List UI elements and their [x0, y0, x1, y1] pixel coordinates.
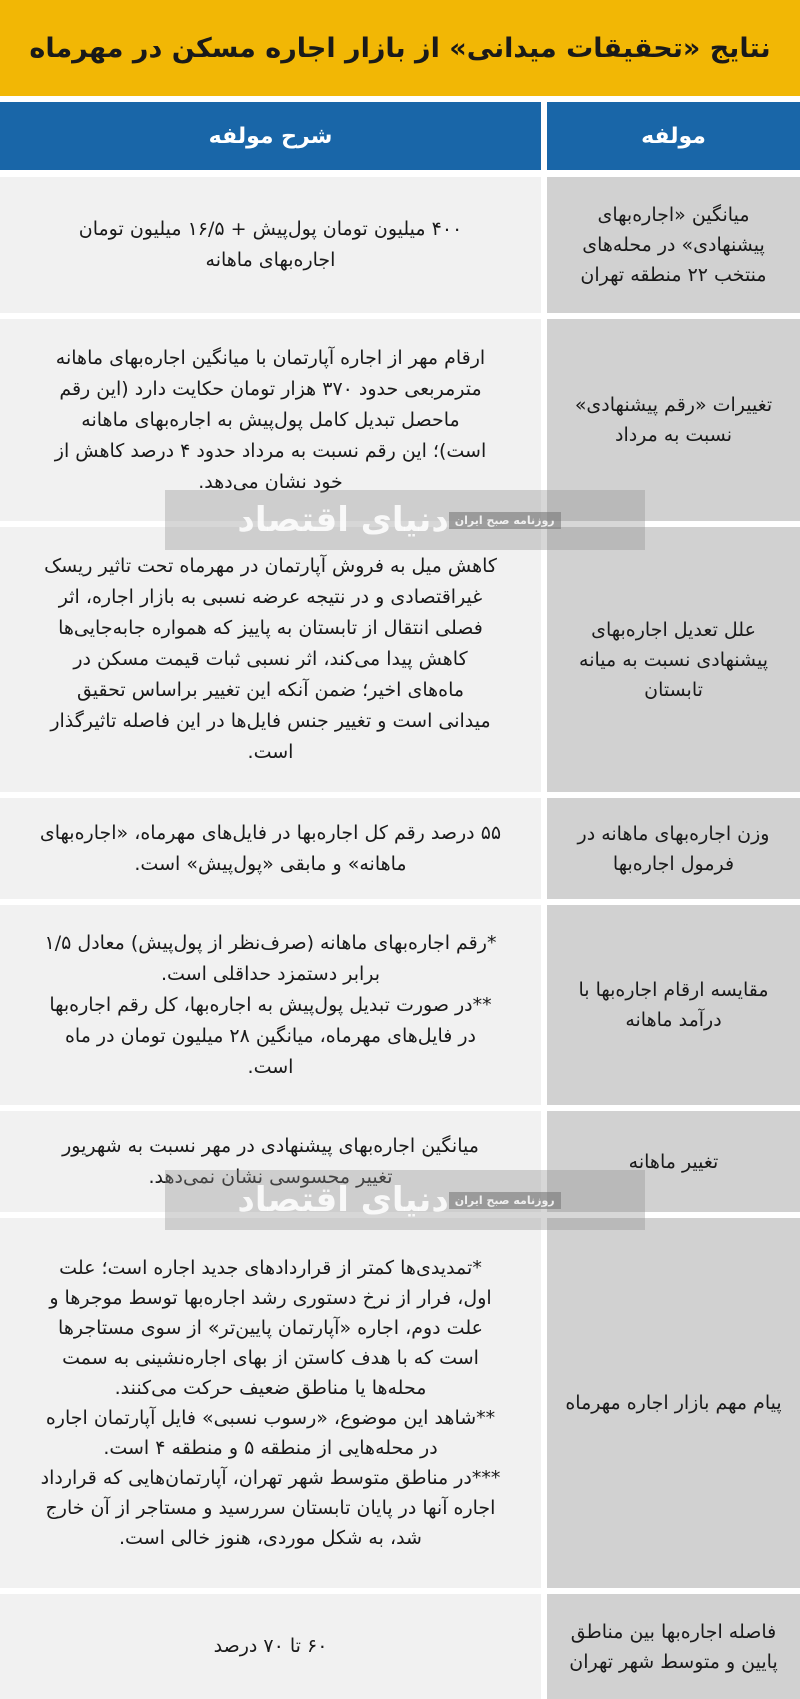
text-line: کاهش میل به فروش آپارتمان در مهرماه تحت تاثیر ریسک	[44, 555, 497, 577]
text-line: شد، به شکل موردی، هنوز خالی است.	[119, 1527, 422, 1549]
text-line: علل تعدیل اجاره‌بهای	[591, 618, 756, 641]
text-line: در فایل‌های مهرماه، میانگین ۲۸ میلیون تومان در ماه	[64, 1024, 477, 1047]
text-line: اول، فرار از نرخ دستوری رشد اجاره‌بها توسط موجرها و	[49, 1287, 492, 1309]
text-line: ماهانه» و مابقی «پول‌پیش» است.	[134, 852, 407, 875]
text-line: فصلی انتقال از تابستان به پاییز که همواره جابه‌جایی‌ها	[58, 617, 483, 639]
watermark-text: دنیای اقتصاد	[237, 500, 449, 540]
text-line: پیام مهم بازار اجاره مهرماه	[565, 1392, 782, 1414]
text-line: میانگین اجاره‌بهای پیشنهادی در مهر نسبت به شهریور	[62, 1134, 479, 1157]
watermark-text: دنیای اقتصاد	[237, 1180, 449, 1220]
table-header	[0, 102, 800, 170]
text-line: ۶۰ تا ۷۰ درصد	[213, 1635, 328, 1657]
row-desc	[0, 1111, 541, 1212]
text-line: نسبت به مرداد	[614, 424, 733, 446]
row-param	[547, 1218, 800, 1588]
table-row	[0, 798, 800, 899]
text-line: **در صورت تبدیل پول‌پیش به اجاره‌بها، کل رقم اجاره‌بها	[49, 993, 492, 1016]
text-line: پایین و متوسط شهر تهران	[569, 1650, 778, 1673]
text-line: *تمدیدی‌ها کمتر از قراردادهای جدید اجاره است؛ علت	[59, 1257, 482, 1279]
row-desc	[0, 527, 541, 792]
watermark-subtext: روزنامه صبح ایران	[449, 512, 561, 529]
text-line: **شاهد این موضوع، «رسوب نسبی» فایل آپارتمان اجاره	[45, 1407, 496, 1429]
page-title-bar	[0, 0, 800, 96]
text-line: اجاره آنها در پایان تابستان سررسید و مستاجر از آن خارج	[45, 1497, 496, 1519]
text-line: تغییرات «رقم پیشنهادی»	[574, 394, 773, 416]
text-line: مترمربعی حدود ۳۷۰ هزار تومان حکایت دارد (این رقم	[59, 377, 482, 400]
text-line: تغییر ماهانه	[628, 1150, 719, 1173]
text-line: وزن اجاره‌بهای ماهانه در	[577, 822, 770, 845]
text-line: ۵۵ درصد رقم کل اجاره‌بها در فایل‌های مهرماه، «اجاره‌بهای	[39, 821, 502, 844]
watermark-subtext: روزنامه صبح ایران	[449, 1192, 561, 1209]
text-line: است که با هدف کاستن از بهای اجاره‌نشینی به سمت	[62, 1347, 479, 1369]
row-param	[547, 177, 800, 313]
text-line: کاهش پیدا می‌کند، اثر نسبی ثبات قیمت مسکن در	[73, 648, 468, 670]
text-line: منتخب ۲۲ منطقه تهران	[580, 264, 767, 286]
text-line: در محله‌هایی از منطقه ۵ و منطقه ۴ است.	[103, 1437, 438, 1459]
row-param	[547, 798, 800, 899]
text-line: فاصله اجاره‌بها بین مناطق	[570, 1620, 777, 1643]
table-row	[0, 1594, 800, 1699]
text-line: تابستان	[644, 678, 703, 701]
text-line: پیشنهادی» در محله‌های	[582, 234, 765, 256]
text-line: است.	[247, 741, 294, 763]
row-desc	[0, 1218, 541, 1588]
text-line: محله‌ها یا مناطق ضعیف حرکت می‌کنند.	[114, 1377, 427, 1399]
text-line: فرمول اجاره‌بها	[612, 852, 735, 875]
text-line: غیراقتصادی و در نتیجه عرضه نسبی به بازار اجاره، اثر	[58, 586, 483, 608]
text-line: ارقام مهر از اجاره آپارتمان با میانگین اجاره‌بهای ماهانه	[55, 346, 486, 369]
text-line: است)؛ این رقم نسبت به مرداد حدود ۴ درصد کاهش از	[54, 439, 487, 462]
text-line: ماحصل تبدیل کامل پول‌پیش به اجاره‌بهای ماهانه	[81, 408, 460, 431]
row-param	[547, 905, 800, 1105]
text-line: تغییر محسوسی نشان نمی‌دهد.	[148, 1165, 393, 1188]
row-desc	[0, 1594, 541, 1699]
row-desc	[0, 798, 541, 899]
text-line: درآمد ماهانه	[625, 1009, 722, 1031]
text-line: ***در مناطق متوسط شهر تهران، آپارتمان‌هایی که قرارداد	[40, 1467, 501, 1489]
text-line: ۴۰۰ میلیون تومان پول‌پیش + ۱۶/۵ میلیون تومان	[78, 218, 463, 240]
row-param	[547, 1111, 800, 1212]
table-row	[0, 1218, 800, 1588]
table-row	[0, 319, 800, 521]
text-line: اجاره‌بهای ماهانه	[205, 249, 336, 271]
table-row	[0, 1111, 800, 1212]
row-desc	[0, 319, 541, 521]
table-row	[0, 527, 800, 792]
text-line: مقایسه ارقام اجاره‌بها با	[578, 979, 769, 1001]
row-param	[547, 1594, 800, 1699]
text-line: پیشنهادی نسبت به میانه	[579, 648, 768, 671]
table-row	[0, 177, 800, 313]
text-line: میانگین «اجاره‌بهای	[597, 204, 750, 226]
header-desc: شرح مولفه	[0, 102, 541, 170]
text-line: میدانی است و تغییر جنس فایل‌ها در این فاصله تاثیرگذار	[50, 710, 491, 732]
text-line: خود نشان می‌دهد.	[198, 470, 343, 493]
text-line: برابر دستمزد حداقلی است.	[160, 962, 381, 985]
row-desc	[0, 177, 541, 313]
table-row	[0, 905, 800, 1105]
header-param: مولفه	[547, 102, 800, 170]
text-line: *رقم اجاره‌بهای ماهانه (صرف‌نظر از پول‌پیش) معادل ۱/۵	[44, 931, 497, 954]
text-line: است.	[247, 1055, 294, 1078]
page-title: نتایج «تحقیقات میدانی» از بازار اجاره مسکن در مهرماه	[29, 32, 771, 64]
text-line: ماه‌های اخیر؛ ضمن آنکه این تغییر براساس تحقیق	[76, 679, 465, 701]
text-line: علت دوم، اجاره «آپارتمان پایین‌تر» از سوی مستاجرها	[58, 1317, 483, 1339]
row-param	[547, 319, 800, 521]
row-desc	[0, 905, 541, 1105]
row-param	[547, 527, 800, 792]
